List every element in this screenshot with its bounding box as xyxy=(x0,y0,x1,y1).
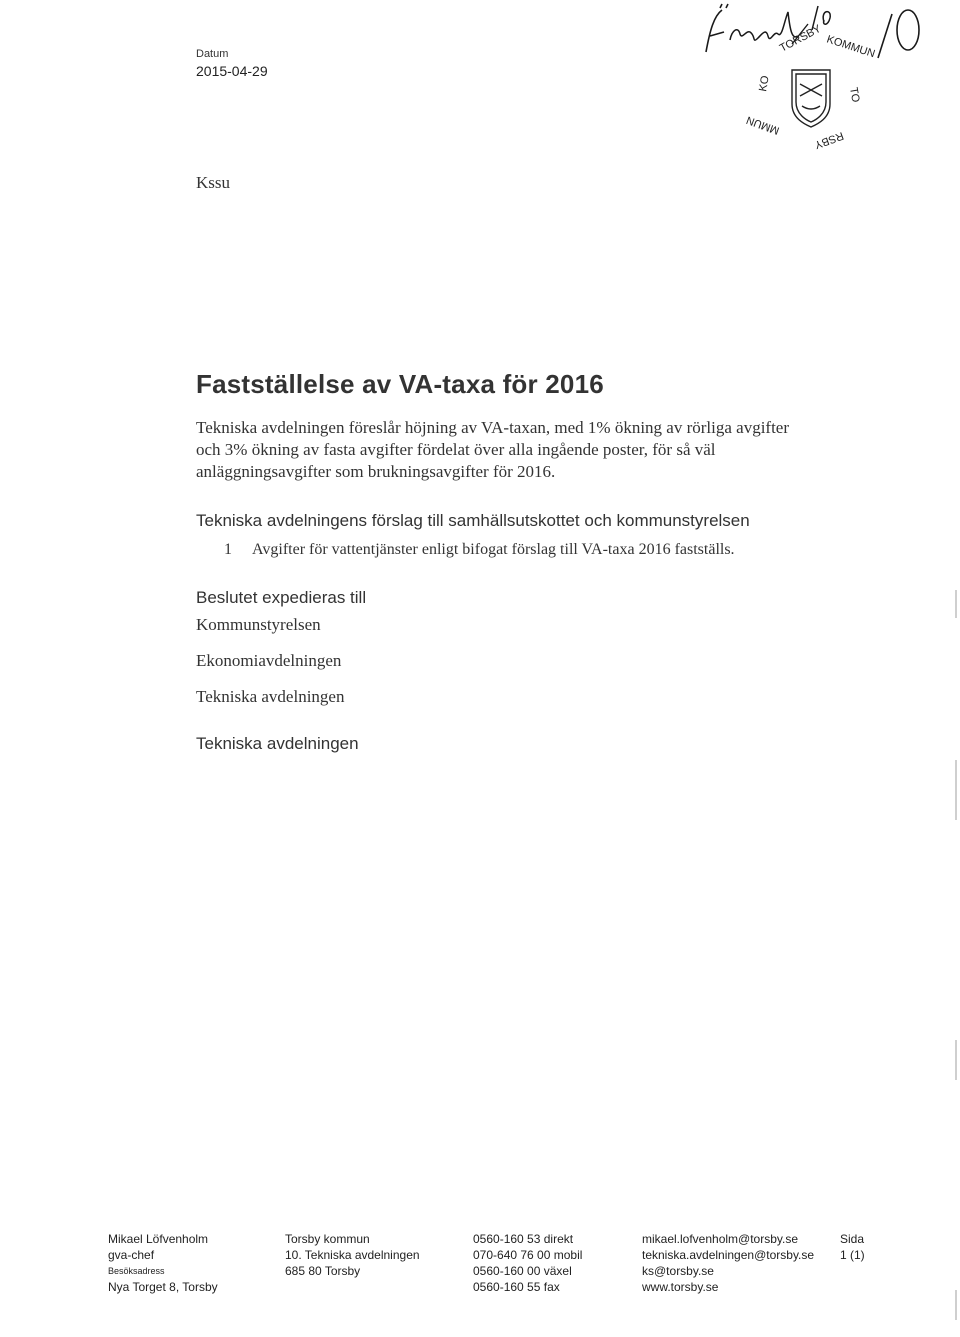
page-title: Fastställelse av VA-taxa för 2016 xyxy=(196,369,604,399)
scan-artifact xyxy=(955,1040,957,1080)
proposal-heading: Tekniska avdelningens förslag till samhällsutskottet och kommunstyrelsen xyxy=(196,511,750,530)
document-date: 2015-04-29 xyxy=(196,63,268,79)
recipient-item: Tekniska avdelningen xyxy=(196,734,359,753)
footer-line: 10. Tekniska avdelningen xyxy=(285,1248,420,1262)
date-label: Datum xyxy=(196,48,229,60)
intro-line: anläggningsavgifter som brukningsavgifter för 2016. xyxy=(196,462,556,481)
intro-line: Tekniska avdelningen föreslår höjning av VA-taxan, med 1% ökning av rörliga avgifter xyxy=(196,418,790,437)
dispatch-heading: Beslutet expedieras till xyxy=(196,588,367,607)
svg-text:RSBY: RSBY xyxy=(812,129,846,151)
proposal-item xyxy=(196,541,735,559)
recipient-item: Ekonomiavdelningen xyxy=(196,651,342,670)
svg-text:MMUN: MMUN xyxy=(744,113,782,137)
footer-postal-address xyxy=(285,1231,420,1279)
footer-line: mikael.lofvenholm@torsby.se xyxy=(642,1232,799,1246)
footer-name: Mikael Löfvenholm xyxy=(108,1232,209,1246)
intro-paragraph xyxy=(196,417,856,483)
recipient-item: Tekniska avdelningen xyxy=(196,687,345,706)
page-count: 1 (1) xyxy=(840,1248,865,1262)
svg-text:TORSBY: TORSBY xyxy=(777,22,824,55)
footer-role: gva-chef xyxy=(108,1248,155,1262)
footer-page-number xyxy=(840,1231,865,1263)
reference-code: Kssu xyxy=(196,173,231,192)
page-label: Sida xyxy=(840,1232,865,1246)
footer-phone-numbers xyxy=(473,1231,582,1295)
footer-line: 0560-160 00 växel xyxy=(473,1264,572,1278)
svg-text:KO: KO xyxy=(757,74,772,93)
footer-line: 0560-160 55 fax xyxy=(473,1280,560,1294)
scan-artifact xyxy=(955,590,957,618)
svg-text:TO: TO xyxy=(847,86,862,104)
footer-line: www.torsby.se xyxy=(642,1280,719,1294)
proposal-item-text: Avgifter för vattentjänster enligt bifogat förslag till VA-taxa 2016 fastställs. xyxy=(252,541,735,558)
footer-line: ks@torsby.se xyxy=(642,1264,714,1278)
footer-contact-person xyxy=(108,1231,218,1295)
footer-line: Torsby kommun xyxy=(285,1232,370,1246)
footer-visit-address: Nya Torget 8, Torsby xyxy=(108,1280,218,1294)
intro-line: och 3% ökning av fasta avgifter fördelat över alla ingående poster, för så väl xyxy=(196,440,716,459)
scan-artifact xyxy=(955,760,957,820)
footer-visit-label: Besöksadress xyxy=(108,1266,165,1276)
scan-artifact xyxy=(955,1290,957,1320)
footer-line: tekniska.avdelningen@torsby.se xyxy=(642,1248,815,1262)
proposal-item-number: 1 xyxy=(224,541,232,558)
municipal-seal-icon xyxy=(744,22,877,151)
footer-line: 685 80 Torsby xyxy=(285,1264,361,1278)
footer-line: 0560-160 53 direkt xyxy=(473,1232,574,1246)
footer-emails xyxy=(642,1231,814,1295)
svg-text:KOMMUN: KOMMUN xyxy=(825,33,877,61)
recipient-item: Kommunstyrelsen xyxy=(196,615,321,634)
footer-line: 070-640 76 00 mobil xyxy=(473,1248,583,1262)
